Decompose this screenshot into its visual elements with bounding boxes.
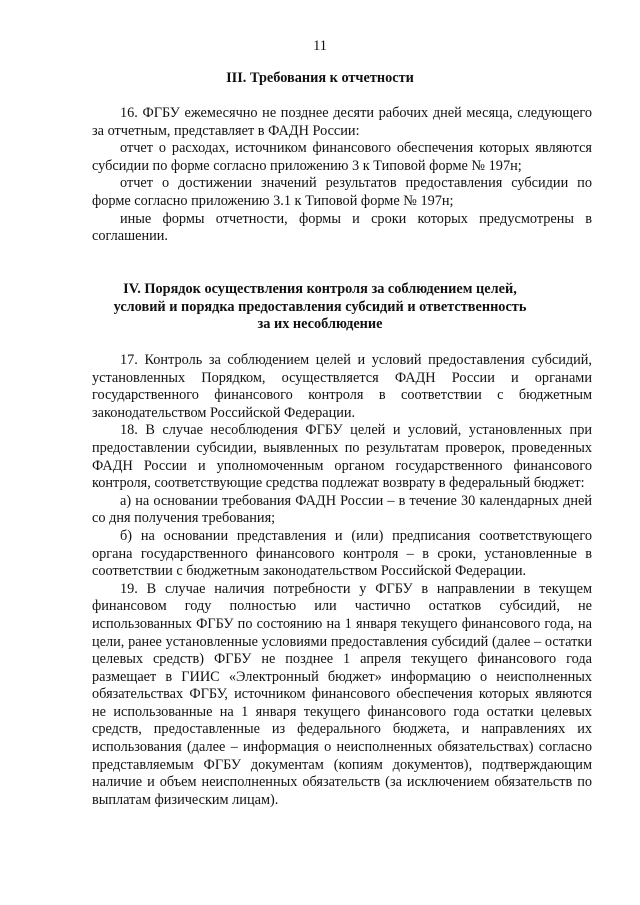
paragraph-18: 18. В случае несоблюдения ФГБУ целей и условий, установленных при предоставлении субсидии, выявленных по результатам проверок, проведенных ФАДН России и уполномоченным органом государственного финансового контроля, соответствующие средства подлежат возврату в федеральный бюджет:: [92, 422, 592, 492]
section-4-title: [0, 281, 640, 334]
paragraph-17: 17. Контроль за соблюдением целей и условий предоставления субсидий, установленных Порядком, осуществляется ФАДН России и органами государственного финансового контроля в соответствии с бюджетным законодательством Российской Федерации.: [92, 352, 592, 421]
section-3-title: III. Требования к отчетности: [226, 70, 414, 86]
section-4-title-line-3: за их несоблюдение: [257, 316, 383, 333]
paragraph-18-item-b: б) на основании представления и (или) предписания соответствующего органа государственного финансового контроля – в сроки, установленные в соответствии с бюджетным законодательством Российской Федерации.: [92, 527, 592, 580]
section-4-title-line-1: IV. Порядок осуществления контроля за соблюдением целей,: [123, 281, 517, 297]
paragraph-16: 16. ФГБУ ежемесячно не позднее десяти рабочих дней месяца, следующего за отчетным, представляет в ФАДН России:: [92, 105, 592, 139]
page-number: 11: [313, 38, 327, 54]
section-4-body: [92, 352, 592, 809]
paragraph-16-item-results-report: отчет о достижении значений результатов предоставления субсидии по форме согласно приложению 3.1 к Типовой форме № 197н;: [92, 175, 592, 209]
paragraph-19: 19. В случае наличия потребности у ФГБУ в направлении в текущем финансовом году полностью или частично остатков субсидий, не использованных ФГБУ по состоянию на 1 января текущего финансового года, на цели, ранее установленные условиями предоставления субсидий (далее – остатки целевых средств) ФГБУ не позднее 1 апреля текущего финансового года размещает в ГИИС «Электронный бюджет» информацию о неисполненных обязательствах ФГБУ, источником финансового обеспечения которых являются не использованные на 1 января текущего финансового года остатки целевых средств, предоставленные из федерального бюджета, и направлениях их использования (далее – информация о неисполненных обязательствах) согласно представляемым ФГБУ документам (копиям документов), подтверждающим наличие и объем неисполненных обязательств (за исключением обязательств по выплатам физическим лицам).: [92, 580, 592, 808]
paragraph-16-item-other-forms: иные формы отчетности, формы и сроки которых предусмотрены в соглашении.: [92, 210, 592, 245]
section-3-body: [92, 105, 592, 246]
section-4-title-line-2: условий и порядка предоставления субсидий и ответственность: [113, 298, 527, 315]
paragraph-16-item-expenses-report: отчет о расходах, источником финансового обеспечения которых являются субсидии по форме согласно приложению 3 к Типовой форме № 197н;: [92, 140, 592, 174]
paragraph-18-item-a: а) на основании требования ФАДН России – в течение 30 календарных дней со дня получения требования;: [92, 492, 592, 527]
